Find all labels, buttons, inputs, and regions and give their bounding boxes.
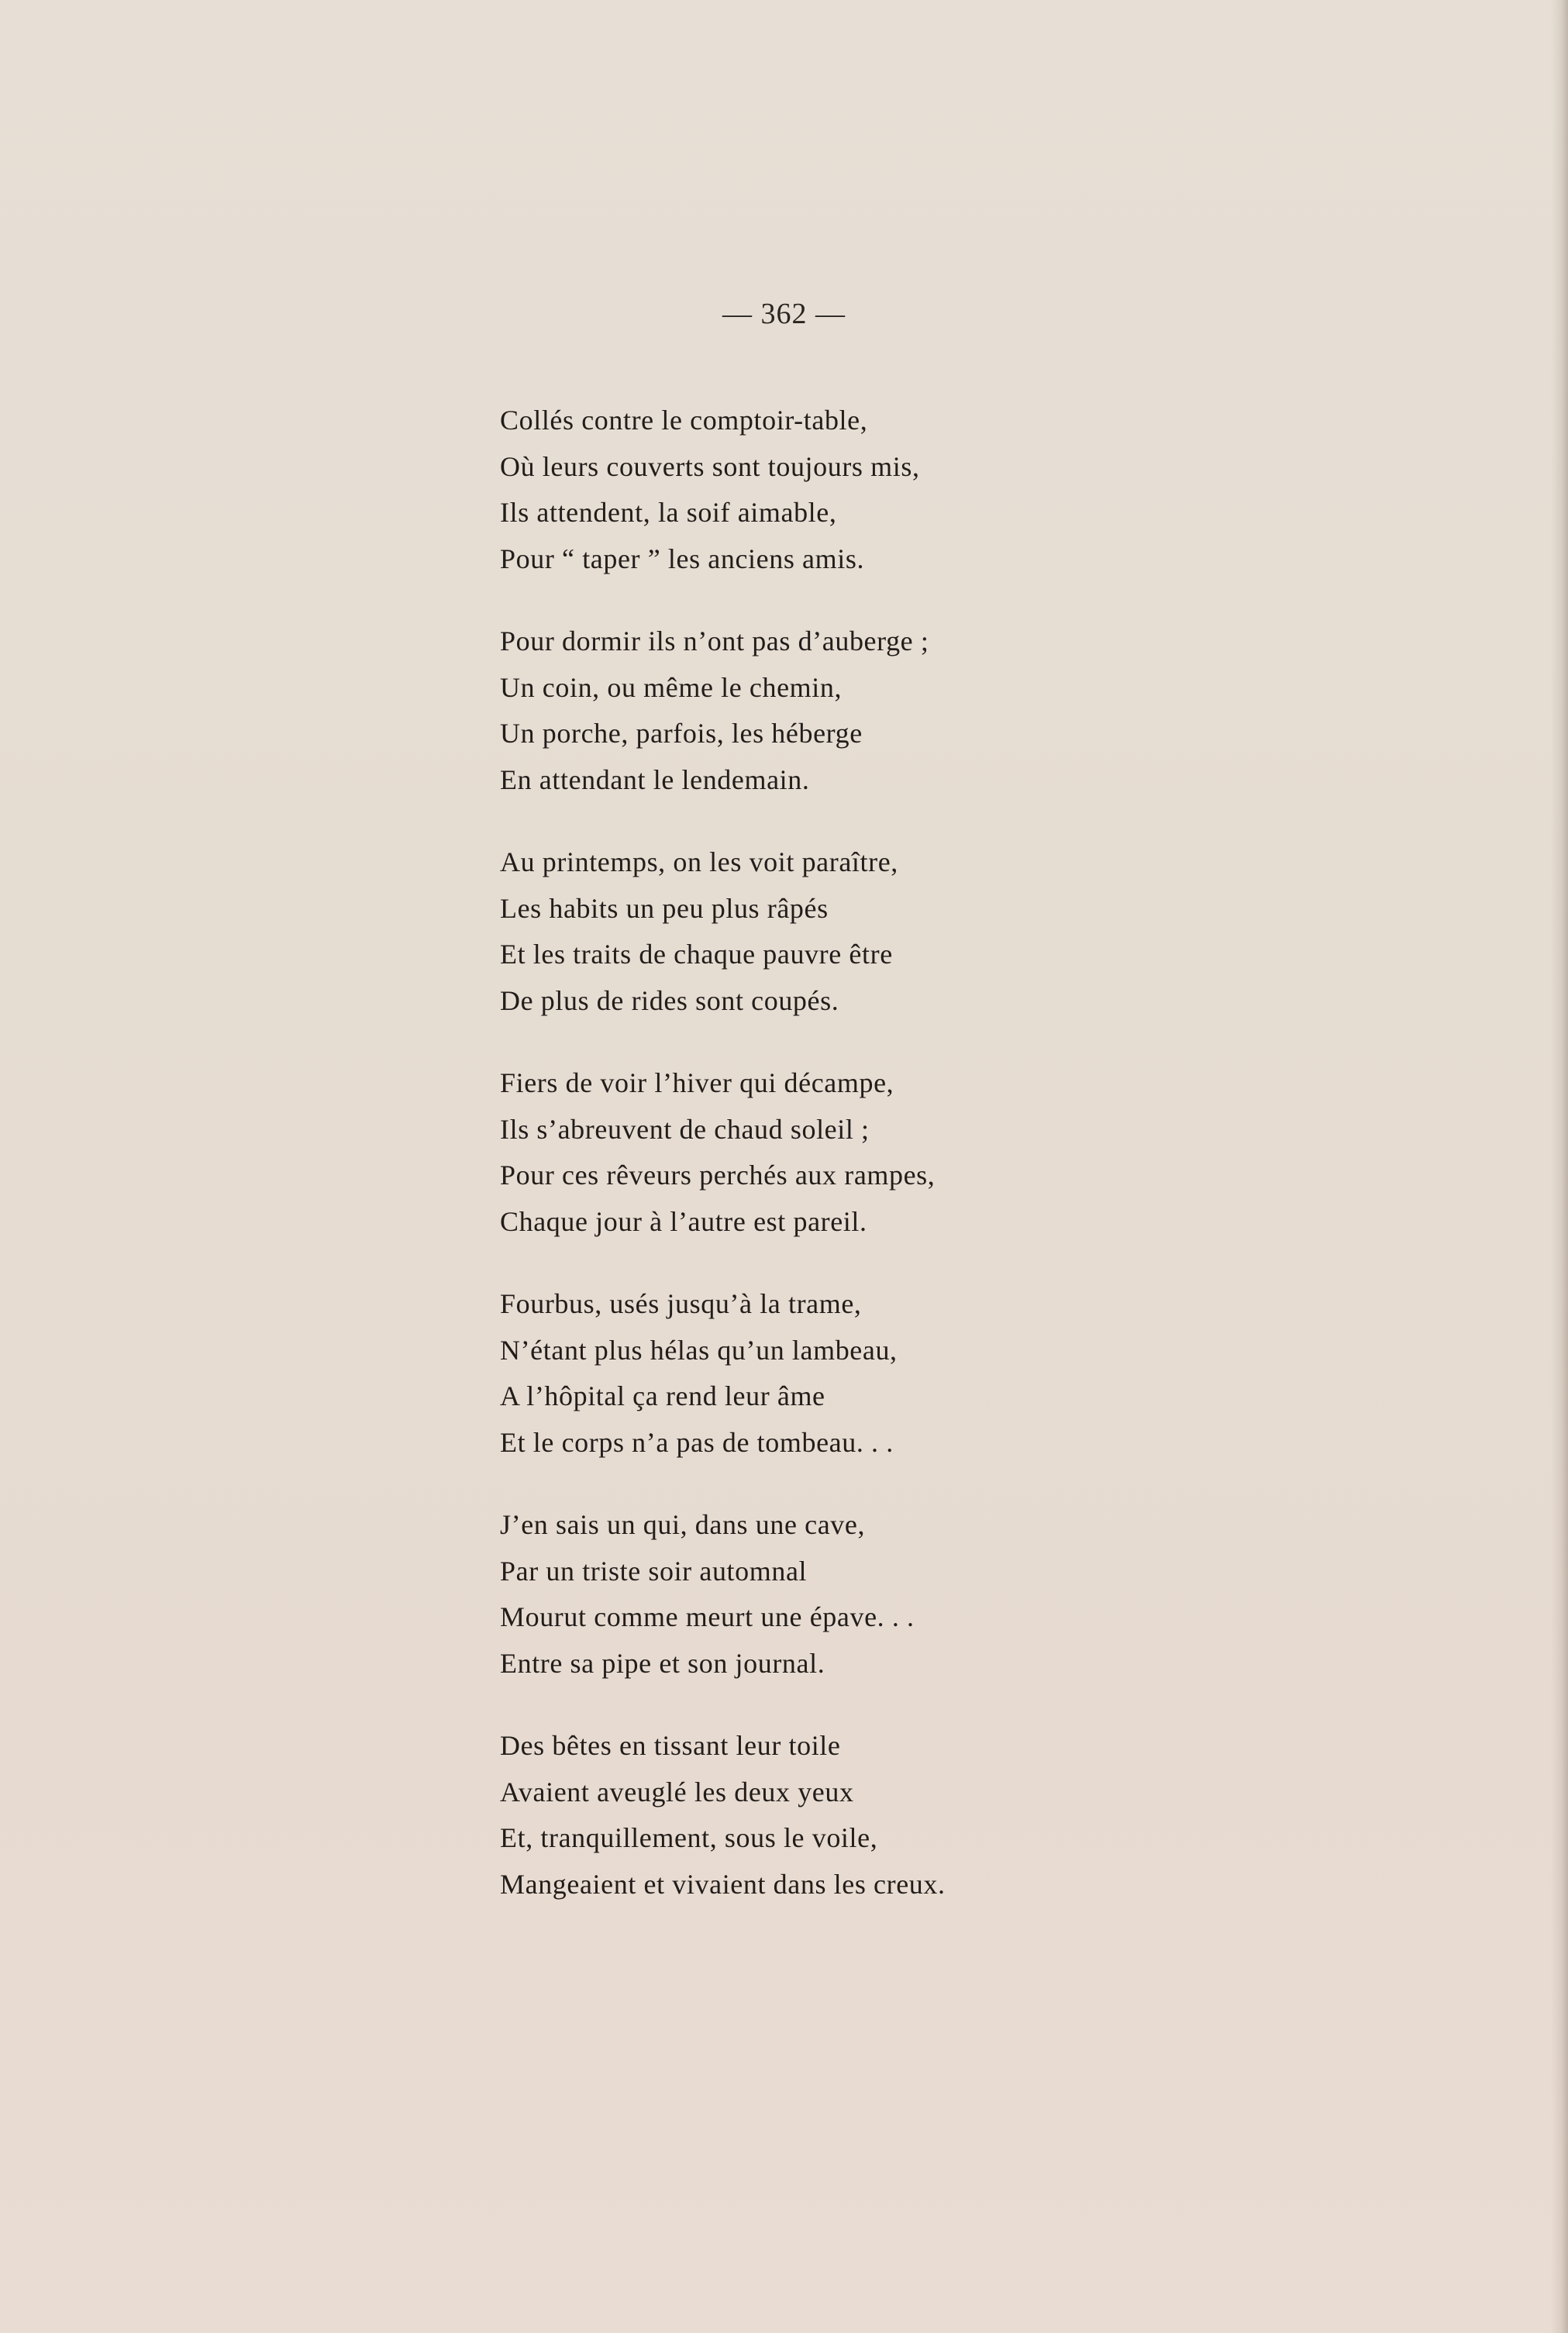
poem-line: Avaient aveuglé les deux yeux <box>500 1776 854 1807</box>
poem-line: De plus de rides sont coupés. <box>500 984 839 1016</box>
poem <box>500 398 1089 1944</box>
stanza <box>500 1502 1089 1687</box>
poem-line: Pour “ taper ” les anciens amis. <box>500 543 865 574</box>
stanza <box>500 398 1089 582</box>
poem-line: N’étant plus hélas qu’un lambeau, <box>500 1334 898 1366</box>
poem-line: A l’hôpital ça rend leur âme <box>500 1380 825 1411</box>
poem-line: Et les traits de chaque pauvre être <box>500 939 893 970</box>
poem-line: Entre sa pipe et son journal. <box>500 1647 825 1679</box>
poem-line: Ils s’abreuvent de chaud soleil ; <box>500 1113 870 1145</box>
stanza <box>500 1060 1089 1245</box>
poem-line: Un coin, ou même le chemin, <box>500 671 843 703</box>
page-edge-shadow <box>1551 0 1568 2333</box>
stanza <box>500 1281 1089 1466</box>
poem-line: Par un triste soir automnal <box>500 1555 808 1587</box>
poem-line: Pour dormir ils n’ont pas d’auberge ; <box>500 625 929 656</box>
poem-line: Et le corps n’a pas de tombeau. . . <box>500 1426 894 1458</box>
poem-line: Au printemps, on les voit paraître, <box>500 846 898 877</box>
poem-line: Chaque jour à l’autre est pareil. <box>500 1205 867 1237</box>
poem-line: Où leurs couverts sont toujours mis, <box>500 450 920 482</box>
poem-line: Et, tranquillement, sous le voile, <box>500 1822 878 1853</box>
poem-line: Ils attendent, la soif aimable, <box>500 497 837 528</box>
poem-line: Un porche, parfois, les héberge <box>500 718 863 749</box>
poem-line: Pour ces rêveurs perchés aux rampes, <box>500 1160 936 1191</box>
poem-line: Fiers de voir l’hiver qui décampe, <box>500 1067 894 1098</box>
poem-line: Les habits un peu plus râpés <box>500 892 829 924</box>
poem-line: Collés contre le comptoir-table, <box>500 405 868 436</box>
stanza <box>500 839 1089 1024</box>
stanza <box>500 619 1089 803</box>
poem-line: Fourbus, usés jusqu’à la trame, <box>500 1288 862 1319</box>
poem-line: Des bêtes en tissant leur toile <box>500 1730 841 1761</box>
poem-line: Mangeaient et vivaient dans les creux. <box>500 1868 946 1900</box>
stanza <box>500 1723 1089 1907</box>
poem-line: Mourut comme meurt une épave. . . <box>500 1601 915 1632</box>
poem-line: En attendant le lendemain. <box>500 763 810 795</box>
page-number: — 362 — <box>722 298 846 330</box>
poem-line: J’en sais un qui, dans une cave, <box>500 1509 866 1540</box>
